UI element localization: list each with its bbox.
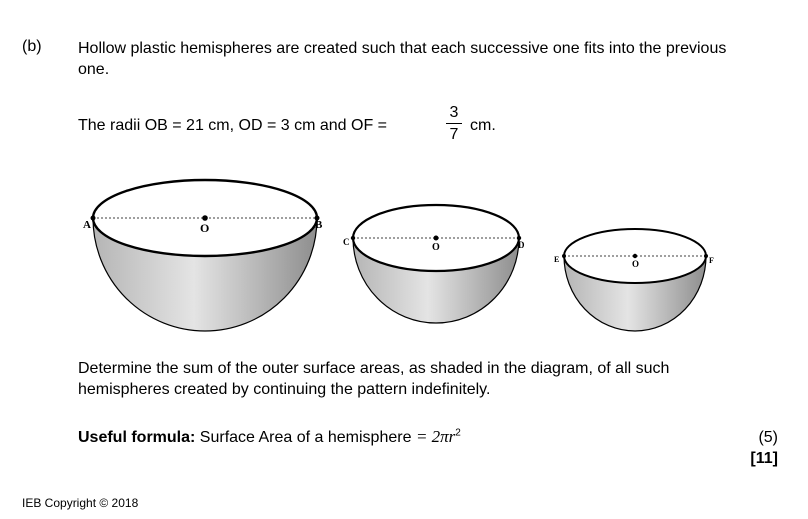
- point-f: [704, 254, 708, 258]
- label-o-large: O: [200, 221, 210, 235]
- fraction-three-sevenths: [446, 103, 462, 144]
- hemisphere-large: [83, 180, 323, 331]
- label-c: C: [343, 237, 350, 247]
- hemisphere-small: [554, 229, 714, 331]
- label-f: F: [709, 256, 714, 265]
- fraction-numerator: 3: [449, 104, 459, 121]
- formula-label: Useful formula:: [78, 429, 196, 446]
- point-e: [562, 254, 566, 258]
- total-marks: [11]: [750, 450, 778, 467]
- copyright-footer: IEB Copyright © 2018: [22, 496, 139, 510]
- hemisphere-medium: [343, 205, 525, 323]
- centre-o-small: [633, 254, 637, 258]
- centre-o-large: [202, 215, 208, 221]
- question-intro: Hollow plastic hemispheres are created such that each successive one fits into the previous one.: [78, 40, 727, 78]
- hemispheres-svg: [80, 170, 730, 340]
- label-a: A: [83, 219, 91, 231]
- radii-unit: cm.: [470, 117, 496, 134]
- formula-equation: = 2πr: [415, 427, 456, 446]
- centre-o-medium: [434, 236, 439, 241]
- label-o-medium: O: [432, 242, 440, 253]
- fraction-bar: [446, 123, 462, 124]
- label-o-small: O: [632, 259, 640, 269]
- mark-allocation: [750, 427, 778, 469]
- label-d: D: [518, 240, 525, 250]
- question-task: Determine the sum of the outer surface areas, as shaded in the diagram, of all such hemispheres created by continuing the pattern indefinitely.: [78, 360, 670, 398]
- question-marks: (5): [758, 429, 778, 446]
- point-c: [351, 236, 355, 240]
- question-label: (b): [22, 38, 42, 55]
- radii-text: The radii OB = 21 cm, OD = 3 cm and OF =: [78, 117, 388, 134]
- fraction-denominator: 7: [449, 126, 459, 143]
- hemispheres-diagram: [80, 170, 730, 345]
- useful-formula: [78, 427, 461, 447]
- formula-text: Surface Area of a hemisphere: [199, 429, 412, 446]
- label-b: B: [315, 219, 323, 231]
- label-e: E: [554, 255, 560, 264]
- point-a: [91, 216, 96, 221]
- formula-exponent: 2: [455, 427, 461, 439]
